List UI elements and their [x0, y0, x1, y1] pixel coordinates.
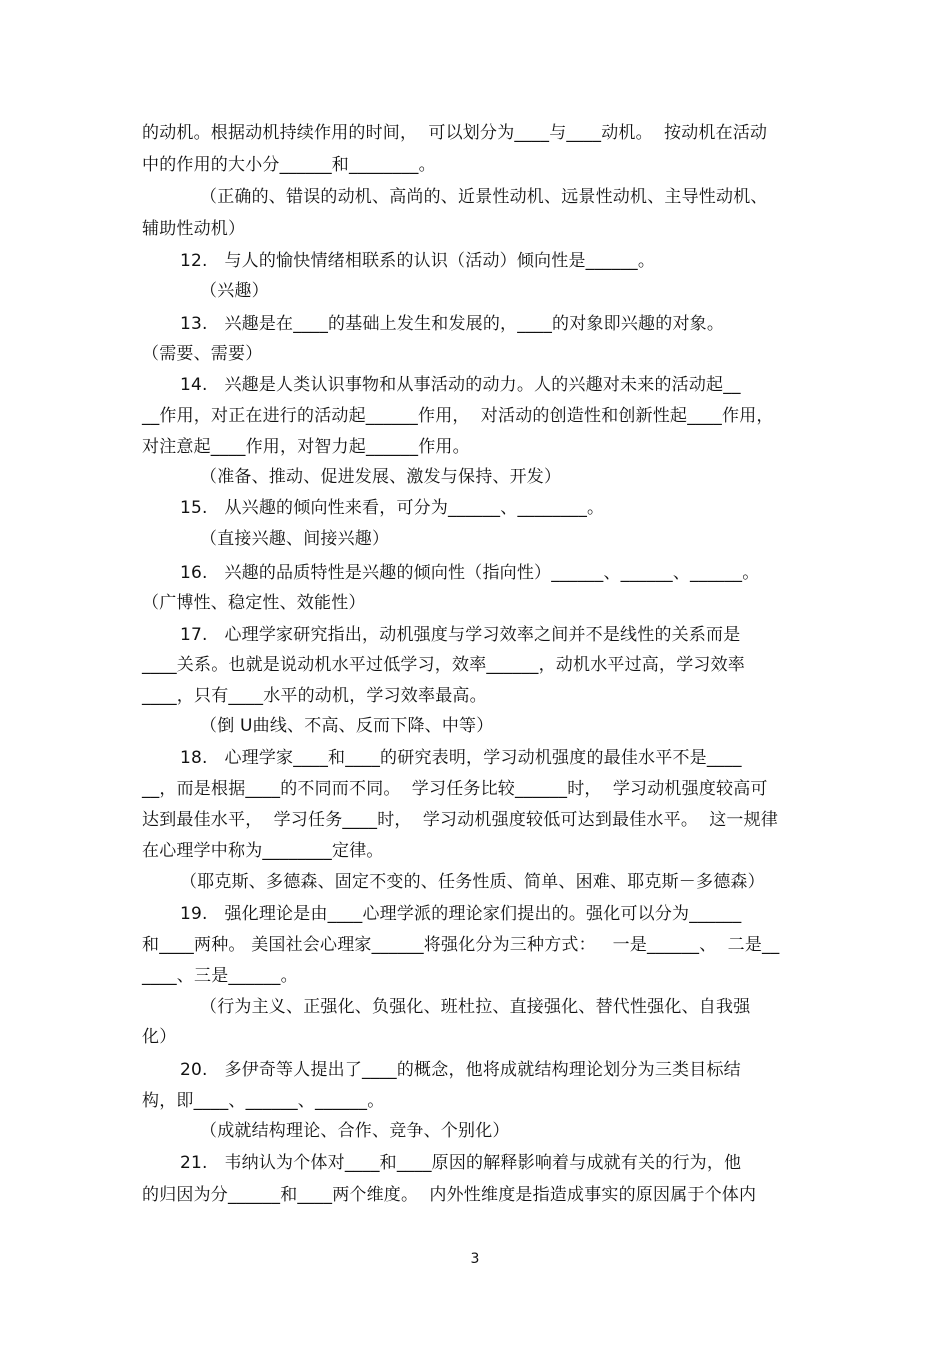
answer-line: 辅助性动机）: [142, 219, 246, 239]
text-line: 中的作用的大小分______和________。: [142, 155, 436, 175]
answer-line: （耶克斯、多德森、固定不变的、任务性质、简单、困难、耶克斯－多德森）: [180, 872, 765, 892]
answer-line: （倒 U曲线、不高、反而下降、中等）: [200, 716, 494, 736]
answer-line: （成就结构理论、合作、竞争、个别化）: [200, 1121, 510, 1141]
question-17: 17. 心理学家研究指出，动机强度与学习效率之间并不是线性的关系而是: [180, 625, 741, 645]
text-line: __，而是根据____的不同而不同。 学习任务比较______时， 学习动机强度较高可: [142, 779, 768, 799]
text-line: 对注意起____作用，对智力起______作用。: [142, 437, 470, 457]
question-19: 19. 强化理论是由____心理学派的理论家们提出的。强化可以分为______: [180, 904, 742, 924]
text-line: __作用，对正在进行的活动起______作用， 对活动的创造性和创新性起____作用，: [142, 406, 774, 426]
question-21: 21. 韦纳认为个体对____和____原因的解释影响着与成就有关的行为，他: [180, 1153, 742, 1173]
text-line: 在心理学中称为________定律。: [142, 841, 384, 861]
text-line: ____，只有____水平的动机，学习效率最高。: [142, 686, 487, 706]
question-20: 20. 多伊奇等人提出了____的概念，他将成就结构理论划分为三类目标结: [180, 1060, 741, 1080]
answer-line: （需要、需要）: [142, 344, 263, 364]
question-12: 12. 与人的愉快情绪相联系的认识（活动）倾向性是______。: [180, 251, 656, 271]
answer-line: （兴趣）: [200, 281, 269, 301]
question-13: 13. 兴趣是在____的基础上发生和发展的，____的对象即兴趣的对象。: [180, 314, 725, 334]
answer-line: （准备、推动、促进发展、激发与保持、开发）: [200, 467, 562, 487]
question-16: 16. 兴趣的品质特性是兴趣的倾向性（指向性）______、______、______。: [180, 563, 760, 583]
answer-line: （正确的、错误的动机、高尚的、近景性动机、远景性动机、主导性动机、: [200, 187, 768, 207]
text-line: 达到最佳水平， 学习任务____时， 学习动机强度较低可达到最佳水平。 这一规律: [142, 810, 779, 830]
answer-line: （直接兴趣、间接兴趣）: [200, 529, 390, 549]
question-14: 14. 兴趣是人类认识事物和从事活动的动力。人的兴趣对未来的活动起__: [180, 375, 741, 395]
answer-line: （行为主义、正强化、负强化、班杜拉、直接强化、替代性强化、自我强: [200, 997, 751, 1017]
text-line: ____关系。也就是说动机水平过低学习，效率______，动机水平过高，学习效率: [142, 655, 745, 675]
text-line: 的动机。根据动机持续作用的时间， 可以划分为____与____动机。 按动机在活动: [142, 123, 768, 143]
answer-line: （广博性、稳定性、效能性）: [142, 593, 366, 613]
text-line: 的归因为分______和____两个维度。 内外性维度是指造成事实的原因属于个体内: [142, 1185, 757, 1205]
page-number: 3: [470, 1251, 480, 1267]
question-18: 18. 心理学家____和____的研究表明，学习动机强度的最佳水平不是____: [180, 748, 742, 768]
text-line: ____、三是______。: [142, 966, 298, 986]
text-line: 和____两种。 美国社会心理家______将强化分为三种方式： 一是______、 二是__: [142, 935, 780, 955]
question-15: 15. 从兴趣的倾向性来看，可分为______、________。: [180, 498, 605, 518]
text-line: 构，即____、______、______。: [142, 1091, 385, 1111]
answer-line: 化）: [142, 1027, 177, 1047]
